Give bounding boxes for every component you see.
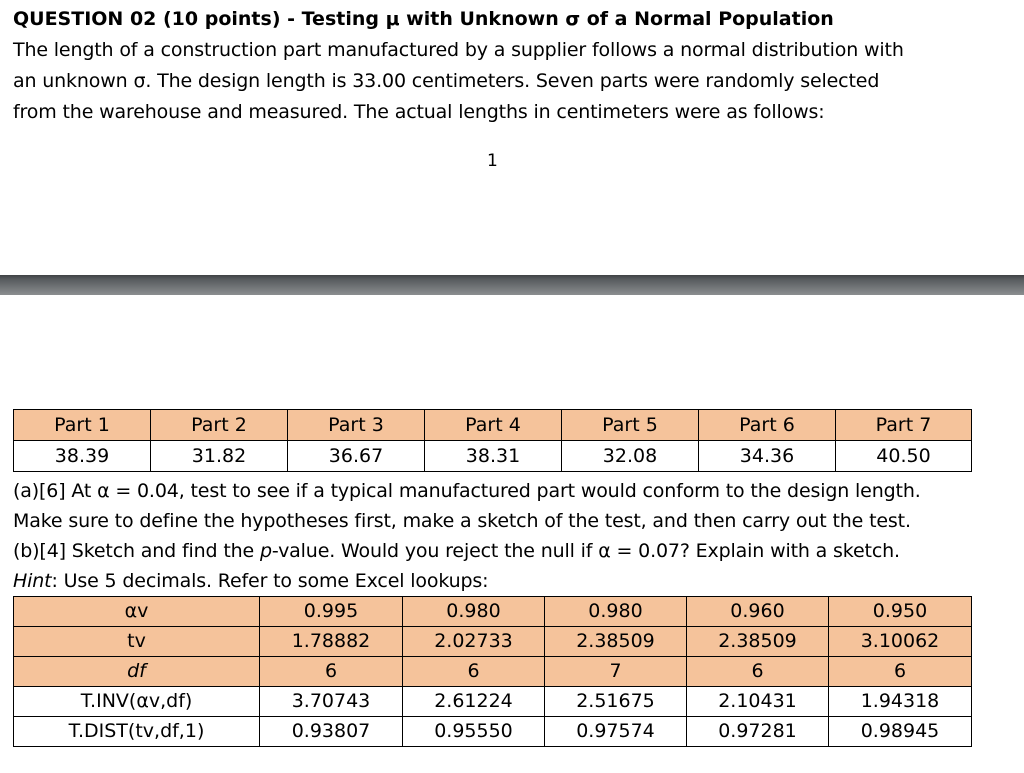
part-header-cell: Part 1 <box>14 410 151 441</box>
part-value-cell: 40.50 <box>836 441 972 472</box>
part-header-cell: Part 2 <box>151 410 288 441</box>
lookup-row-tv <box>14 627 972 657</box>
lookup-cell: 0.950 <box>829 597 972 627</box>
lookup-row-tdist <box>14 717 972 747</box>
question-heading: QUESTION 02 (10 points) - Testing μ with Unknown σ of a Normal Population <box>13 8 834 30</box>
lookup-row-df <box>14 657 972 687</box>
hint-text: : Use 5 decimals. Refer to some Excel lookups: <box>51 570 489 592</box>
hint-line <box>13 566 1013 596</box>
question-intro <box>13 35 1013 128</box>
hint-label: Hint <box>13 570 52 592</box>
lookup-cell: 0.980 <box>403 597 545 627</box>
page-number: 1 <box>487 151 498 171</box>
lookup-cell: 0.97574 <box>545 717 687 747</box>
lookup-cell: 1.94318 <box>829 687 972 717</box>
lookup-cell: 0.95550 <box>403 717 545 747</box>
lookup-row-label: T.DIST(tv,df,1) <box>14 717 260 747</box>
lookup-cell: 0.97281 <box>687 717 829 747</box>
part-b-prefix: (b)[4] Sketch and find the <box>13 540 260 562</box>
lookup-row-label: αv <box>14 597 260 627</box>
lookup-cell: 6 <box>260 657 403 687</box>
part-value-cell: 34.36 <box>699 441 836 472</box>
lookup-row-label: T.INV(αv,df) <box>14 687 260 717</box>
lookup-row-label <box>14 657 260 687</box>
intro-line: from the warehouse and measured. The actual lengths in centimeters were as follows: <box>13 101 825 123</box>
page-break-divider <box>0 275 1024 295</box>
lookup-cell: 0.98945 <box>829 717 972 747</box>
lookup-cell: 2.51675 <box>545 687 687 717</box>
lookup-cell: 1.78882 <box>260 627 403 657</box>
question-parts <box>13 476 1013 596</box>
lookup-cell: 0.960 <box>687 597 829 627</box>
lookup-cell: 0.980 <box>545 597 687 627</box>
intro-line: an unknown σ. The design length is 33.00 centimeters. Seven parts were randomly selected <box>13 70 880 92</box>
lookup-cell: 7 <box>545 657 687 687</box>
p-symbol: p <box>259 540 272 562</box>
part-header-cell: Part 5 <box>562 410 699 441</box>
part-value-row <box>14 441 972 472</box>
lookup-cell: 2.10431 <box>687 687 829 717</box>
part-lengths-table <box>13 409 972 472</box>
part-value-cell: 32.08 <box>562 441 699 472</box>
lookup-cell: 2.38509 <box>545 627 687 657</box>
part-header-cell: Part 7 <box>836 410 972 441</box>
part-b-line <box>13 536 1013 566</box>
lookup-cell: 0.93807 <box>260 717 403 747</box>
part-header-cell: Part 3 <box>288 410 425 441</box>
part-value-cell: 38.31 <box>425 441 562 472</box>
lookup-cell: 2.38509 <box>687 627 829 657</box>
lookup-cell: 0.995 <box>260 597 403 627</box>
lookup-cell: 6 <box>829 657 972 687</box>
part-header-cell: Part 6 <box>699 410 836 441</box>
part-value-cell: 36.67 <box>288 441 425 472</box>
part-b-suffix: -value. Would you reject the null if α = 0.07? Explain with a sketch. <box>271 540 900 562</box>
lookup-cell: 6 <box>403 657 545 687</box>
part-a-line: Make sure to define the hypotheses first, make a sketch of the test, and then carry out the test. <box>13 510 911 532</box>
lookup-cell: 3.10062 <box>829 627 972 657</box>
lookup-cell: 3.70743 <box>260 687 403 717</box>
lookup-row-tinv <box>14 687 972 717</box>
part-header-cell: Part 4 <box>425 410 562 441</box>
lookup-cell: 2.61224 <box>403 687 545 717</box>
part-header-row <box>14 410 972 441</box>
part-value-cell: 38.39 <box>14 441 151 472</box>
lookup-cell: 2.02733 <box>403 627 545 657</box>
intro-line: The length of a construction part manufactured by a supplier follows a normal distribution with <box>13 39 904 61</box>
df-label: df <box>127 660 146 682</box>
part-a-line: (a)[6] At α = 0.04, test to see if a typical manufactured part would conform to the design length. <box>13 480 921 502</box>
lookup-cell: 6 <box>687 657 829 687</box>
lookup-row-alpha <box>14 597 972 627</box>
part-value-cell: 31.82 <box>151 441 288 472</box>
lookup-row-label: tv <box>14 627 260 657</box>
excel-lookup-table <box>13 596 972 747</box>
